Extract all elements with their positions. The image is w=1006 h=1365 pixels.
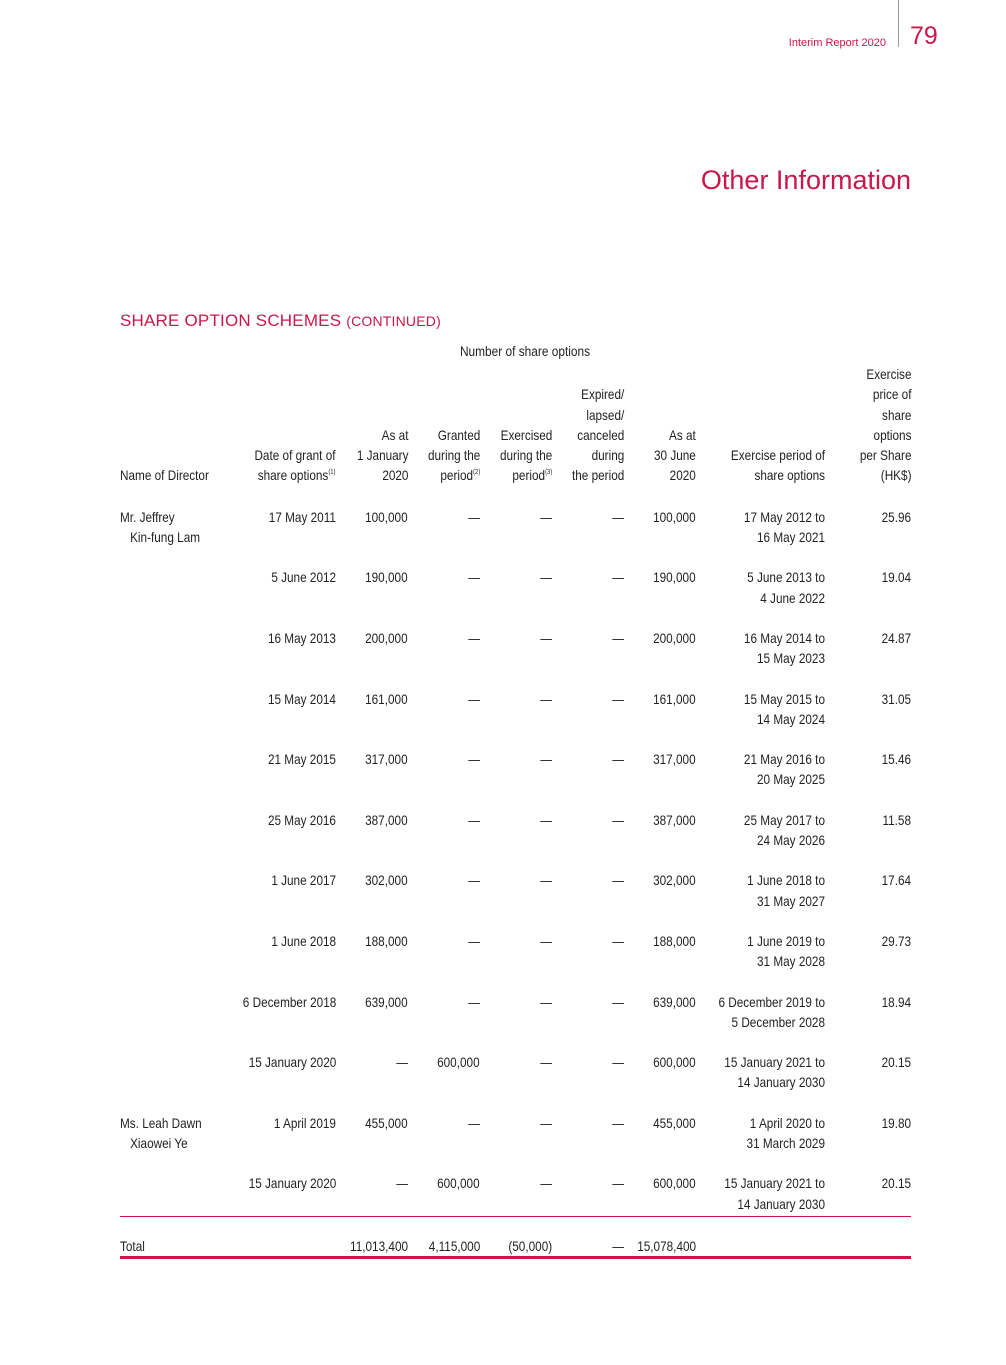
total-granted: 4,115,000 — [408, 1216, 480, 1257]
exercise-period-line: 15 May 2015 to — [743, 690, 825, 707]
expired-value: — — [612, 811, 624, 828]
column-header-line: Exercise period of — [730, 447, 825, 464]
column-header-line: Date of grant of — [254, 447, 336, 464]
director-name-line: Kin-fung Lam — [130, 529, 201, 546]
column-header-line: 2020 — [669, 467, 696, 484]
balance-30-june: 190,000 — [653, 569, 696, 586]
exercise-period-line: 15 January 2021 to — [724, 1054, 825, 1071]
balance-1-january: 302,000 — [365, 872, 408, 889]
exercised-value: — — [540, 508, 552, 525]
granted-value: — — [468, 751, 480, 768]
balance-30-june: 639,000 — [653, 993, 696, 1010]
column-header-line: options — [873, 426, 911, 443]
total-empty — [222, 1216, 336, 1257]
header-divider — [898, 0, 899, 47]
exercise-period — [696, 1113, 825, 1174]
expired-value: — — [612, 1114, 624, 1131]
granted-value: — — [468, 811, 480, 828]
balance-1-january: 190,000 — [365, 569, 408, 586]
footnote-marker: (3) — [544, 469, 552, 477]
director-name — [120, 1052, 222, 1113]
exercise-price: 11.58 — [882, 811, 911, 828]
balance-1-january: — — [336, 1173, 408, 1216]
exercise-period — [696, 749, 825, 810]
director-name — [120, 1113, 222, 1174]
exercise-price: 20.15 — [881, 1054, 911, 1071]
table-row — [120, 1052, 911, 1113]
section-title: SHARE OPTION SCHEMES — [120, 311, 342, 330]
director-name — [120, 810, 222, 871]
column-header-exercise-period — [696, 364, 825, 507]
column-header-line: period — [512, 467, 545, 484]
granted-value: — — [468, 993, 480, 1010]
exercise-period-line: 15 January 2021 to — [724, 1175, 825, 1192]
balance-30-june: 161,000 — [653, 690, 696, 707]
exercise-price: 20.15 — [825, 1173, 911, 1216]
grant-date: 5 June 2012 — [271, 569, 336, 586]
granted-value: — — [468, 569, 480, 586]
balance-30-june: 600,000 — [653, 1054, 696, 1071]
granted-value: — — [468, 629, 480, 646]
exercise-period-line: 16 May 2021 — [756, 529, 825, 546]
balance-1-january: 387,000 — [365, 811, 408, 828]
total-empty — [696, 1216, 825, 1257]
expired-value: — — [612, 751, 624, 768]
table-header-row — [120, 364, 911, 507]
exercise-period-line: 25 May 2017 to — [743, 811, 825, 828]
exercise-period-line: 5 December 2028 — [731, 1013, 825, 1030]
director-name — [120, 931, 222, 992]
expired-value: — — [612, 932, 624, 949]
exercised-value: — — [540, 569, 552, 586]
exercise-period — [696, 689, 825, 750]
section-suffix: (CONTINUED) — [346, 313, 441, 329]
director-name — [120, 992, 222, 1053]
director-name — [120, 567, 222, 628]
grant-date: 15 May 2014 — [267, 690, 336, 707]
balance-1-january: 188,000 — [365, 932, 408, 949]
granted-value: — — [468, 508, 480, 525]
exercise-price: 19.80 — [881, 1114, 911, 1131]
page-number: 79 — [910, 22, 938, 50]
grant-date: 15 January 2020 — [222, 1173, 336, 1216]
table-row — [120, 810, 911, 871]
column-header-granted — [408, 364, 480, 507]
share-options-table — [120, 364, 911, 1259]
column-header-line: share options — [754, 467, 825, 484]
column-header-line: share options — [258, 467, 329, 484]
column-header-line: share — [881, 406, 911, 423]
balance-30-june: 387,000 — [653, 811, 696, 828]
balance-1-january: 161,000 — [365, 690, 408, 707]
exercise-period — [696, 1173, 825, 1216]
column-header-line: canceled — [576, 426, 624, 443]
exercise-period-line: 14 January 2030 — [737, 1195, 825, 1212]
exercise-period — [696, 507, 825, 568]
total-expired: — — [552, 1216, 624, 1257]
exercise-period-line: 16 May 2014 to — [743, 629, 825, 646]
granted-value: 600,000 — [437, 1054, 480, 1071]
column-header-line: Exercise — [865, 366, 911, 382]
exercise-period — [696, 992, 825, 1053]
column-header-expired — [552, 364, 624, 507]
column-header-line: 1 January — [356, 447, 408, 464]
expired-value: — — [612, 993, 624, 1010]
grant-date: 17 May 2011 — [268, 508, 336, 525]
group-header: Number of share options — [459, 344, 591, 359]
exercised-value: — — [540, 690, 552, 707]
exercise-period-line: 1 April 2020 to — [749, 1114, 825, 1131]
exercised-value: — — [540, 751, 552, 768]
director-name — [120, 870, 222, 931]
exercise-period-line: 6 December 2019 to — [718, 993, 825, 1010]
balance-1-january: 455,000 — [365, 1114, 408, 1131]
column-header-line: during the — [499, 447, 552, 464]
total-row — [120, 1216, 911, 1257]
exercised-value: — — [540, 811, 552, 828]
expired-value: — — [552, 1173, 624, 1216]
expired-value: — — [612, 629, 624, 646]
column-header-line: per Share — [859, 447, 911, 464]
section-heading — [120, 311, 441, 331]
expired-value: — — [612, 569, 624, 586]
balance-30-june: 100,000 — [653, 508, 696, 525]
total-empty — [825, 1216, 911, 1257]
exercise-price: 15.46 — [881, 751, 911, 768]
table-body — [120, 507, 911, 1258]
grant-date: 1 June 2017 — [271, 872, 336, 889]
balance-30-june: 317,000 — [653, 751, 696, 768]
grant-date: 16 May 2013 — [267, 629, 336, 646]
exercised-value: — — [540, 932, 552, 949]
balance-30-june: 200,000 — [653, 629, 696, 646]
table-row — [120, 931, 911, 992]
column-header-line: 2020 — [381, 467, 408, 484]
exercised-value: — — [540, 872, 552, 889]
exercise-price: 24.87 — [881, 629, 911, 646]
expired-value: — — [612, 508, 624, 525]
grant-date: 21 May 2015 — [267, 751, 336, 768]
column-header-line: during — [591, 447, 624, 464]
exercise-period-line: 31 March 2029 — [746, 1135, 825, 1152]
table-row — [120, 870, 911, 931]
exercised-value: — — [540, 1054, 552, 1071]
page-title: Other Information — [700, 165, 911, 195]
exercise-period — [696, 567, 825, 628]
exercise-period — [696, 1052, 825, 1113]
grant-date: 25 May 2016 — [267, 811, 336, 828]
exercise-price: 29.73 — [881, 932, 911, 949]
column-header-line: As at — [669, 426, 696, 443]
director-name — [120, 628, 222, 689]
total-1-january: 11,013,400 — [336, 1216, 408, 1257]
exercise-period-line: 21 May 2016 to — [743, 751, 825, 768]
exercise-period — [696, 870, 825, 931]
table-row — [120, 689, 911, 750]
balance-30-june: 188,000 — [653, 932, 696, 949]
exercise-period-line: 31 May 2028 — [756, 953, 825, 970]
exercise-period-line: 4 June 2022 — [760, 589, 825, 606]
granted-value: — — [468, 872, 480, 889]
director-name — [120, 689, 222, 750]
exercise-price: 19.04 — [881, 569, 911, 586]
column-header-line: during the — [427, 447, 480, 464]
exercise-period-line: 14 May 2024 — [756, 710, 825, 727]
balance-1-january: 100,000 — [365, 508, 408, 525]
footnote-marker: (1) — [328, 469, 336, 477]
column-header-line: the period — [571, 467, 624, 484]
total-label: Total — [120, 1216, 222, 1257]
exercise-price: 18.94 — [881, 993, 911, 1010]
exercise-period-line: 24 May 2026 — [756, 832, 825, 849]
balance-30-june: 302,000 — [653, 872, 696, 889]
director-name — [120, 507, 222, 568]
column-header-as-at-1-january — [336, 364, 408, 507]
grant-date: 15 January 2020 — [248, 1054, 336, 1071]
table-row — [120, 567, 911, 628]
exercise-period-line: 20 May 2025 — [756, 771, 825, 788]
exercised-value: — — [540, 629, 552, 646]
director-name-line: Xiaowei Ye — [130, 1135, 188, 1152]
report-label: Interim Report 2020 — [788, 37, 886, 49]
exercise-price: 25.96 — [881, 508, 911, 525]
table-row — [120, 749, 911, 810]
exercise-period — [696, 810, 825, 871]
column-header-line: price of — [872, 386, 911, 403]
director-name — [120, 1173, 222, 1216]
exercise-period — [696, 628, 825, 689]
column-header-name-of-director — [120, 364, 222, 507]
column-header-line: 30 June — [654, 447, 696, 464]
exercised-value: — — [480, 1173, 552, 1216]
expired-value: — — [612, 872, 624, 889]
grant-date: 1 April 2019 — [273, 1114, 336, 1131]
total-30-june: 15,078,400 — [624, 1216, 696, 1257]
exercise-period-line: 1 June 2018 to — [747, 872, 825, 889]
exercise-period-line: 15 May 2023 — [756, 650, 825, 667]
column-header-line: Granted — [437, 426, 480, 443]
granted-value: — — [468, 932, 480, 949]
granted-value: — — [468, 690, 480, 707]
director-name-line: Ms. Leah Dawn — [120, 1114, 202, 1131]
total-exercised: (50,000) — [480, 1216, 552, 1257]
column-header-line: lapsed/ — [586, 406, 624, 423]
column-header-line: Expired/ — [580, 386, 624, 403]
exercise-period-line: 5 June 2013 to — [747, 569, 825, 586]
table-row — [120, 992, 911, 1053]
exercise-period-line: 1 June 2019 to — [747, 932, 825, 949]
balance-1-january: — — [396, 1054, 408, 1071]
balance-30-june: 600,000 — [624, 1173, 696, 1216]
expired-value: — — [612, 690, 624, 707]
column-header-exercised — [480, 364, 552, 507]
column-header-line: period — [440, 467, 473, 484]
table-row — [120, 1173, 911, 1216]
granted-value: — — [468, 1114, 480, 1131]
balance-1-january: 639,000 — [365, 993, 408, 1010]
exercise-period-line: 14 January 2030 — [737, 1074, 825, 1091]
column-header-line: Exercised — [500, 426, 552, 443]
column-header-line: As at — [381, 426, 408, 443]
column-header-line: (HK$) — [880, 467, 911, 484]
footnote-marker: (2) — [472, 469, 480, 477]
column-header-exercise-price — [825, 364, 911, 507]
balance-1-january: 200,000 — [365, 629, 408, 646]
grant-date: 1 June 2018 — [271, 932, 336, 949]
table-row — [120, 507, 911, 568]
expired-value: — — [612, 1054, 624, 1071]
balance-1-january: 317,000 — [365, 751, 408, 768]
column-header-line: Name of Director — [120, 467, 209, 484]
granted-value: 600,000 — [408, 1173, 480, 1216]
column-header-date-of-grant — [222, 364, 336, 507]
table-row — [120, 628, 911, 689]
exercise-price: 17.64 — [881, 872, 911, 889]
exercise-period-line: 31 May 2027 — [756, 892, 825, 909]
exercise-price: 31.05 — [881, 690, 911, 707]
exercised-value: — — [540, 993, 552, 1010]
grant-date: 6 December 2018 — [242, 993, 336, 1010]
balance-30-june: 455,000 — [653, 1114, 696, 1131]
director-name — [120, 749, 222, 810]
exercise-period — [696, 931, 825, 992]
exercise-period-line: 17 May 2012 to — [743, 508, 825, 525]
exercised-value: — — [540, 1114, 552, 1131]
column-header-as-at-30-june — [624, 364, 696, 507]
director-name-line: Mr. Jeffrey — [120, 508, 175, 525]
table-row — [120, 1113, 911, 1174]
